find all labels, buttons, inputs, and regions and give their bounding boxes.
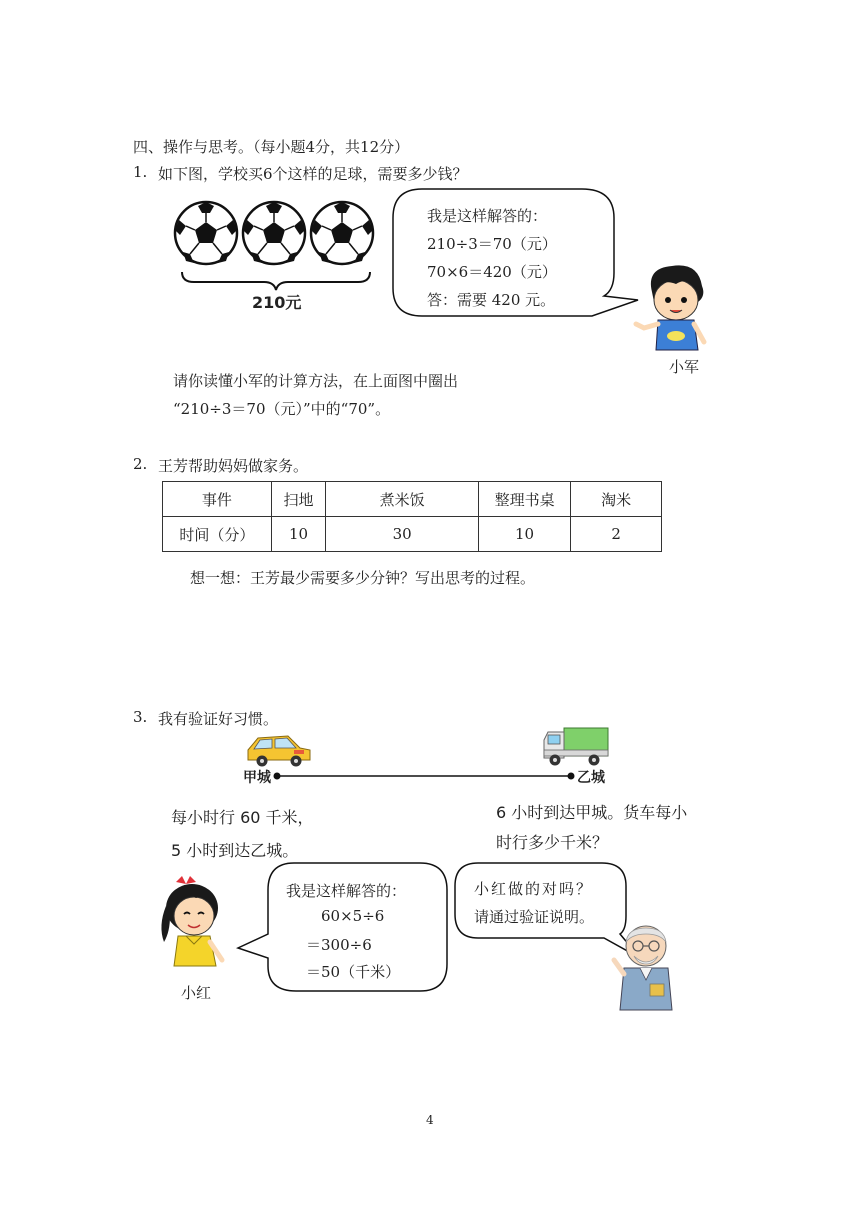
price-label: 210元 bbox=[252, 293, 302, 312]
car-info-line-2: 5 小时到达乙城。 bbox=[171, 841, 299, 860]
q3-girl-bubble-line-4: ＝50（千米） bbox=[306, 963, 401, 981]
q3-text: 我有验证好习惯。 bbox=[158, 710, 279, 728]
table-cell: 10 bbox=[478, 517, 571, 552]
soccer-balls-illustration bbox=[172, 200, 378, 272]
xiaojun-name: 小军 bbox=[669, 358, 700, 376]
brace-icon bbox=[180, 270, 372, 292]
q3-girl-bubble-line-2: 60×5÷6 bbox=[321, 907, 385, 925]
table-cell: 时间（分） bbox=[163, 517, 272, 552]
car-info-line-1: 每小时行 60 千米， bbox=[171, 808, 314, 827]
q3-number: 3. bbox=[133, 708, 148, 726]
table-row bbox=[163, 482, 662, 517]
table-cell: 10 bbox=[271, 517, 326, 552]
q3-teacher-bubble-line-1: 小红做的对吗？ bbox=[474, 880, 594, 898]
q1-bubble-line-4: 答：需要 420 元。 bbox=[427, 291, 556, 309]
q1-bubble-line-1: 我是这样解答的： bbox=[427, 207, 548, 225]
xiaojun-boy-illustration bbox=[632, 262, 722, 358]
table-cell: 煮米饭 bbox=[326, 482, 478, 517]
table-cell: 30 bbox=[326, 517, 478, 552]
table-cell: 淘米 bbox=[571, 482, 662, 517]
q1-instruction-line-1: 请你读懂小军的计算方法，在上面图中圈出 bbox=[173, 372, 459, 390]
car-icon bbox=[244, 730, 314, 768]
q1-text: 如下图，学校买6个这样的足球，需要多少钱？ bbox=[158, 165, 468, 183]
route-line bbox=[272, 770, 576, 782]
q3-girl-bubble-line-3: ＝300÷6 bbox=[306, 936, 372, 954]
q1-number: 1. bbox=[133, 163, 148, 181]
teacher-illustration bbox=[610, 922, 680, 1014]
q1-instruction-line-2: “210÷3＝70（元）”中的“70”。 bbox=[173, 400, 391, 418]
xiaohong-name: 小红 bbox=[181, 984, 212, 1002]
q2-question: 想一想：王芳最少需要多少分钟？写出思考的过程。 bbox=[190, 569, 536, 587]
xiaohong-girl-illustration bbox=[152, 876, 234, 976]
city-b-label: 乙城 bbox=[577, 770, 605, 786]
q1-bubble-line-2: 210÷3＝70（元） bbox=[427, 235, 557, 253]
city-a-label: 甲城 bbox=[243, 770, 271, 786]
q2-text: 王芳帮助妈妈做家务。 bbox=[158, 457, 309, 475]
truck-info-line-2: 时行多少千米？ bbox=[496, 833, 609, 852]
q3-girl-bubble-line-1: 我是这样解答的： bbox=[286, 882, 407, 900]
chores-table bbox=[162, 481, 662, 552]
q3-teacher-bubble-line-2: 请通过验证说明。 bbox=[474, 908, 595, 926]
page-number: 4 bbox=[426, 1113, 434, 1127]
table-cell: 扫地 bbox=[271, 482, 326, 517]
table-row bbox=[163, 517, 662, 552]
q1-bubble-line-3: 70×6＝420（元） bbox=[427, 263, 557, 281]
section-heading: 四、操作与思考。（每小题4分，共12分） bbox=[133, 138, 410, 156]
table-cell: 事件 bbox=[163, 482, 272, 517]
truck-icon bbox=[542, 724, 610, 768]
table-cell: 2 bbox=[571, 517, 662, 552]
table-cell: 整理书桌 bbox=[478, 482, 571, 517]
truck-info-line-1: 6 小时到达甲城。货车每小 bbox=[496, 803, 688, 822]
q2-number: 2. bbox=[133, 455, 148, 473]
